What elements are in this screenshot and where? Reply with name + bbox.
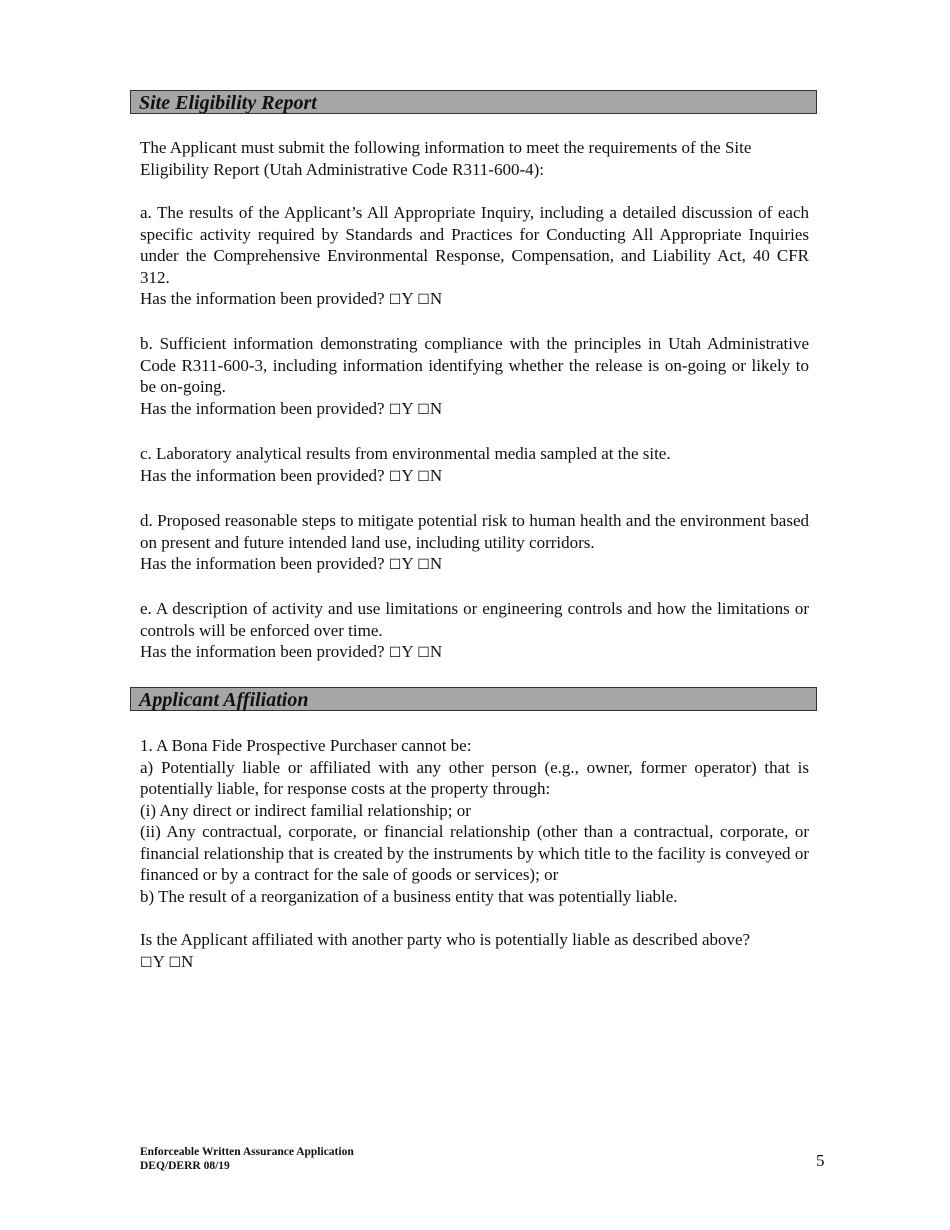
requirement-item-b (140, 333, 809, 421)
affiliation-line: 1. A Bona Fide Prospective Purchaser cannot be: (140, 736, 472, 755)
checkbox-yes-label: Y (152, 951, 165, 971)
section-header-site-eligibility (130, 90, 817, 114)
affiliation-line: (i) Any direct or indirect familial relationship; or (140, 800, 471, 820)
checkbox-yes[interactable]: ☐ (388, 645, 402, 661)
checkbox-no-label: N (429, 465, 443, 485)
affiliation-checkboxes (140, 951, 809, 975)
footer-document-title: Enforceable Written Assurance Application (140, 1146, 354, 1158)
checkbox-no[interactable]: ☐ (168, 954, 182, 971)
provided-question: Has the information been provided? ☐Y ☐N (140, 398, 443, 418)
requirement-item-c (140, 443, 809, 488)
item-text: c. Laboratory analytical results from environmental media sampled at the site. (140, 444, 671, 463)
affiliation-line: (ii) Any contractual, corporate, or financial relationship (other than a contractual, corporate, or financial relationship that is created by the instruments by which title to the facility is conveyed or financed or by a contract for the sale of goods or services); or (140, 822, 809, 884)
checkbox-yes-label: Y (401, 398, 414, 418)
footer-revision: DEQ/DERR 08/19 (140, 1160, 230, 1172)
checkbox-yes[interactable]: ☐ (140, 954, 153, 971)
checkbox-no[interactable]: ☐ (417, 468, 430, 485)
section-header-affiliation (130, 687, 817, 711)
section-title: Applicant Affiliation (139, 689, 309, 711)
requirement-item-e (140, 598, 809, 665)
checkbox-yes[interactable]: ☐ (388, 292, 402, 308)
requirement-item-a (140, 202, 809, 312)
checkbox-yes[interactable]: ☐ (388, 557, 402, 573)
checkbox-yes[interactable]: ☐ (388, 468, 402, 485)
checkbox-yes-label: Y (401, 465, 414, 485)
checkbox-no-label: N (429, 554, 443, 573)
item-text: d. Proposed reasonable steps to mitigate potential risk to human health and the environment based on present and future intended land use, including utility corridors. (140, 511, 809, 552)
item-text: e. A description of activity and use limitations or engineering controls and how the limitations or controls will be enforced over time. (140, 599, 809, 640)
checkbox-yes-label: Y (401, 642, 414, 661)
checkbox-yes-label: Y (401, 554, 414, 573)
affiliation-question (140, 929, 809, 974)
checkbox-yes[interactable]: ☐ (388, 401, 402, 418)
checkbox-no[interactable]: ☐ (417, 401, 430, 418)
intro-paragraph: The Applicant must submit the following information to meet the requirements of the Site Eligibility Report (Utah Administrative Code R311-600-4): (140, 138, 752, 179)
checkbox-no-label: N (429, 398, 443, 418)
requirement-item-d (140, 510, 809, 577)
provided-question: Has the information been provided? ☐Y ☐N (140, 554, 443, 573)
affiliation-line: b) The result of a reorganization of a business entity that was potentially liable. (140, 886, 678, 906)
item-text: b. Sufficient information demonstrating compliance with the principles in Utah Administrative Code R311-600-3, including information identifying whether the release is on-going or likely to be on-going. (140, 334, 809, 396)
checkbox-no[interactable]: ☐ (417, 292, 430, 308)
section-title: Site Eligibility Report (139, 92, 317, 114)
footer (140, 1145, 354, 1173)
affiliation-question-text: Is the Applicant affiliated with another party who is potentially liable as described above? (140, 930, 751, 949)
item-text: a. The results of the Applicant’s All Appropriate Inquiry, including a detailed discussion of each specific activity required by Standards and Practices for Conducting All Appropriate Inquiries under the Comprehensive Environmental Response, Compensation, and Liability Act, 40 CFR 312. (140, 203, 809, 287)
provided-question: Has the information been provided? ☐Y ☐N (140, 289, 443, 308)
provided-question: Has the information been provided? ☐Y ☐N (140, 465, 443, 485)
page-number: 5 (816, 1151, 825, 1170)
checkbox-no-label: N (429, 289, 443, 308)
provided-question: Has the information been provided? ☐Y ☐N (140, 642, 443, 661)
checkbox-yes-label: Y (401, 289, 414, 308)
checkbox-no[interactable]: ☐ (417, 645, 430, 661)
affiliation-body (140, 735, 809, 907)
checkbox-no[interactable]: ☐ (417, 557, 430, 573)
checkbox-no-label: N (429, 642, 443, 661)
affiliation-line: a) Potentially liable or affiliated with any other person (e.g., owner, former operator) that is potentially liable, for response costs at the property through: (140, 757, 809, 798)
checkbox-no-label: N (181, 951, 194, 971)
